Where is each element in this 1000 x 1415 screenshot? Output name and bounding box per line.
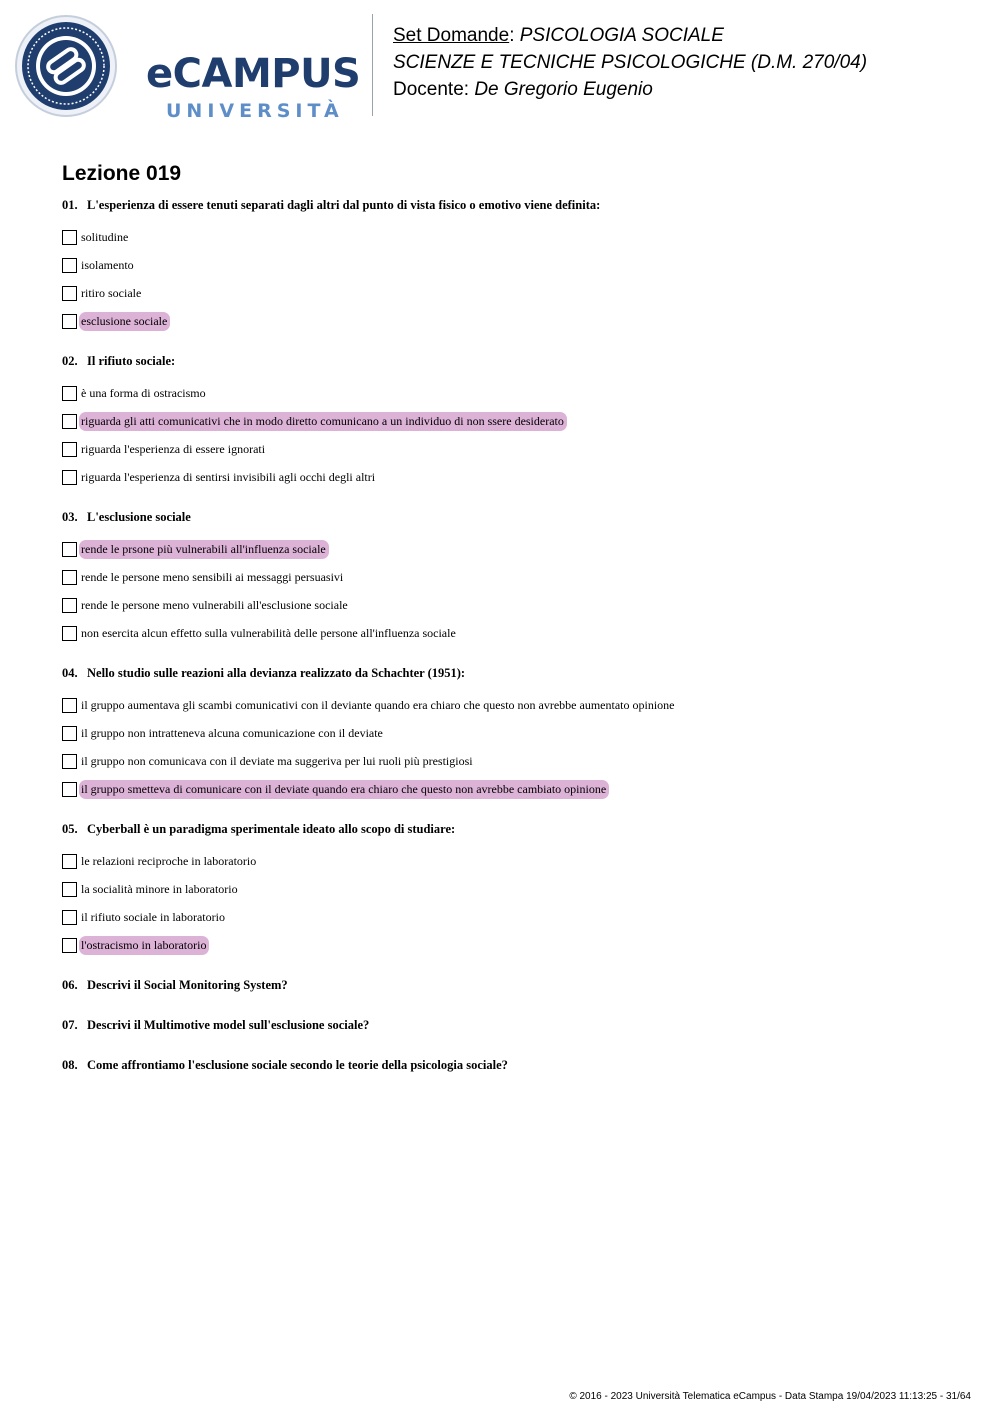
answer-option[interactable]	[62, 379, 962, 407]
question-text	[62, 509, 962, 525]
question-number: 01.	[62, 198, 78, 212]
answer-label-highlighted: l'ostracismo in laboratorio	[79, 936, 209, 955]
checkbox[interactable]	[62, 938, 77, 953]
question-number: 05.	[62, 822, 78, 836]
question-block	[62, 977, 962, 993]
answer-label: la socialità minore in laboratorio	[81, 881, 238, 896]
answer-label: isolamento	[81, 257, 134, 272]
checkbox[interactable]	[62, 782, 77, 797]
checkbox[interactable]	[62, 726, 77, 741]
question-text	[62, 197, 962, 213]
answer-option[interactable]	[62, 931, 962, 959]
answer-option[interactable]	[62, 463, 962, 491]
teacher-name: De Gregorio Eugenio	[474, 79, 653, 100]
question-text	[62, 1017, 962, 1033]
answer-option[interactable]	[62, 591, 962, 619]
question-block	[62, 197, 962, 335]
answer-option[interactable]	[62, 719, 962, 747]
question-label: Descrivi il Multimotive model sull'esclusione sociale?	[87, 1018, 370, 1032]
answer-label: il rifiuto sociale in laboratorio	[81, 909, 225, 924]
logo-sub-text: UNIVERSITÀ	[166, 100, 344, 122]
answer-option[interactable]	[62, 775, 962, 803]
checkbox[interactable]	[62, 910, 77, 925]
checkbox[interactable]	[62, 386, 77, 401]
answer-label-highlighted: il gruppo smetteva di comunicare con il deviate quando era chiaro che questo non avrebbe cambiato opinione	[79, 780, 609, 799]
logo-wordmark	[146, 51, 361, 122]
answer-option[interactable]	[62, 875, 962, 903]
question-number: 03.	[62, 510, 78, 524]
questions-list	[62, 197, 962, 1097]
checkbox[interactable]	[62, 470, 77, 485]
question-label: Descrivi il Social Monitoring System?	[87, 978, 288, 992]
answer-option[interactable]	[62, 619, 962, 647]
question-text	[62, 1057, 962, 1073]
answer-option[interactable]	[62, 251, 962, 279]
answer-label: non esercita alcun effetto sulla vulnerabilità delle persone all'influenza sociale	[81, 625, 456, 640]
question-label: Nello studio sulle reazioni alla devianza realizzato da Schachter (1951):	[87, 666, 466, 680]
answer-options	[62, 379, 962, 491]
checkbox[interactable]	[62, 570, 77, 585]
answer-option[interactable]	[62, 407, 962, 435]
set-info	[393, 22, 867, 103]
checkbox[interactable]	[62, 626, 77, 641]
question-block	[62, 509, 962, 647]
answer-label: riguarda l'esperienza di essere ignorati	[81, 441, 266, 456]
checkbox[interactable]	[62, 698, 77, 713]
answer-label: le relazioni reciproche in laboratorio	[81, 853, 257, 868]
answer-option[interactable]	[62, 279, 962, 307]
question-label: L'esperienza di essere tenuti separati dagli altri dal punto di vista fisico o emotivo viene definita:	[87, 198, 601, 212]
question-block	[62, 665, 962, 803]
answer-option[interactable]	[62, 747, 962, 775]
question-block	[62, 821, 962, 959]
question-block	[62, 1057, 962, 1073]
answer-label: rende le persone meno sensibili ai messaggi persuasivi	[81, 569, 344, 584]
answer-options	[62, 223, 962, 335]
checkbox[interactable]	[62, 882, 77, 897]
answer-option[interactable]	[62, 223, 962, 251]
question-label: Il rifiuto sociale:	[87, 354, 176, 368]
answer-option[interactable]	[62, 435, 962, 463]
set-value: PSICOLOGIA SOCIALE	[519, 25, 724, 46]
page-header	[0, 0, 1000, 130]
question-number: 08.	[62, 1058, 78, 1072]
question-text	[62, 821, 962, 837]
question-label: Come affrontiamo l'esclusione sociale secondo le teorie della psicologia sociale?	[87, 1058, 508, 1072]
checkbox[interactable]	[62, 230, 77, 245]
answer-options	[62, 691, 962, 803]
answer-label-highlighted: esclusione sociale	[79, 312, 170, 331]
answer-label: rende le persone meno vulnerabili all'esclusione sociale	[81, 597, 348, 612]
question-block	[62, 1017, 962, 1033]
checkbox[interactable]	[62, 414, 77, 429]
answer-label: il gruppo aumentava gli scambi comunicativi con il deviante quando era chiaro che questo non avrebbe aumentato opinione	[81, 697, 675, 712]
ecampus-seal-icon	[14, 14, 118, 118]
checkbox[interactable]	[62, 542, 77, 557]
question-text	[62, 353, 962, 369]
answer-options	[62, 535, 962, 647]
question-number: 04.	[62, 666, 78, 680]
checkbox[interactable]	[62, 258, 77, 273]
answer-option[interactable]	[62, 307, 962, 335]
answer-label-highlighted: rende le prsone più vulnerabili all'influenza sociale	[79, 540, 329, 559]
question-number: 07.	[62, 1018, 78, 1032]
teacher-label: Docente:	[393, 79, 470, 100]
ecampus-logo	[14, 14, 361, 122]
answer-option[interactable]	[62, 691, 962, 719]
checkbox[interactable]	[62, 442, 77, 457]
course-line	[393, 49, 867, 76]
checkbox[interactable]	[62, 854, 77, 869]
question-text	[62, 977, 962, 993]
lesson-title: Lezione 019	[62, 162, 182, 185]
header-divider	[372, 14, 373, 116]
answer-label: il gruppo non intratteneva alcuna comunicazione con il deviate	[81, 725, 383, 740]
answer-option[interactable]	[62, 903, 962, 931]
course-name: SCIENZE E TECNICHE PSICOLOGICHE (D.M. 270/04)	[393, 52, 868, 73]
question-text	[62, 665, 962, 681]
logo-main-text: eCAMPUS	[146, 51, 361, 97]
checkbox[interactable]	[62, 598, 77, 613]
answer-options	[62, 847, 962, 959]
answer-label: riguarda l'esperienza di sentirsi invisibili agli occhi degli altri	[81, 469, 376, 484]
set-label: Set Domande	[393, 25, 510, 46]
checkbox[interactable]	[62, 286, 77, 301]
answer-label: solitudine	[81, 229, 129, 244]
checkbox[interactable]	[62, 314, 77, 329]
answer-option[interactable]	[62, 847, 962, 875]
question-number: 06.	[62, 978, 78, 992]
answer-label: è una forma di ostracismo	[81, 385, 206, 400]
page-footer: © 2016 - 2023 Università Telematica eCampus - Data Stampa 19/04/2023 11:13:25 - 31/64	[569, 1391, 971, 1402]
answer-label: ritiro sociale	[81, 285, 142, 300]
question-label: L'esclusione sociale	[87, 510, 191, 524]
checkbox[interactable]	[62, 754, 77, 769]
answer-option[interactable]	[62, 563, 962, 591]
question-label: Cyberball è un paradigma sperimentale ideato allo scopo di studiare:	[87, 822, 456, 836]
answer-label-highlighted: riguarda gli atti comunicativi che in modo diretto comunicano a un individuo di non ssere desiderato	[79, 412, 567, 431]
set-line: Set Domande: PSICOLOGIA SOCIALE	[393, 25, 724, 46]
answer-label: il gruppo non comunicava con il deviate ma suggeriva per lui ruoli più prestigiosi	[81, 753, 473, 768]
question-number: 02.	[62, 354, 78, 368]
answer-option[interactable]	[62, 535, 962, 563]
question-block	[62, 353, 962, 491]
teacher-line	[393, 76, 867, 103]
